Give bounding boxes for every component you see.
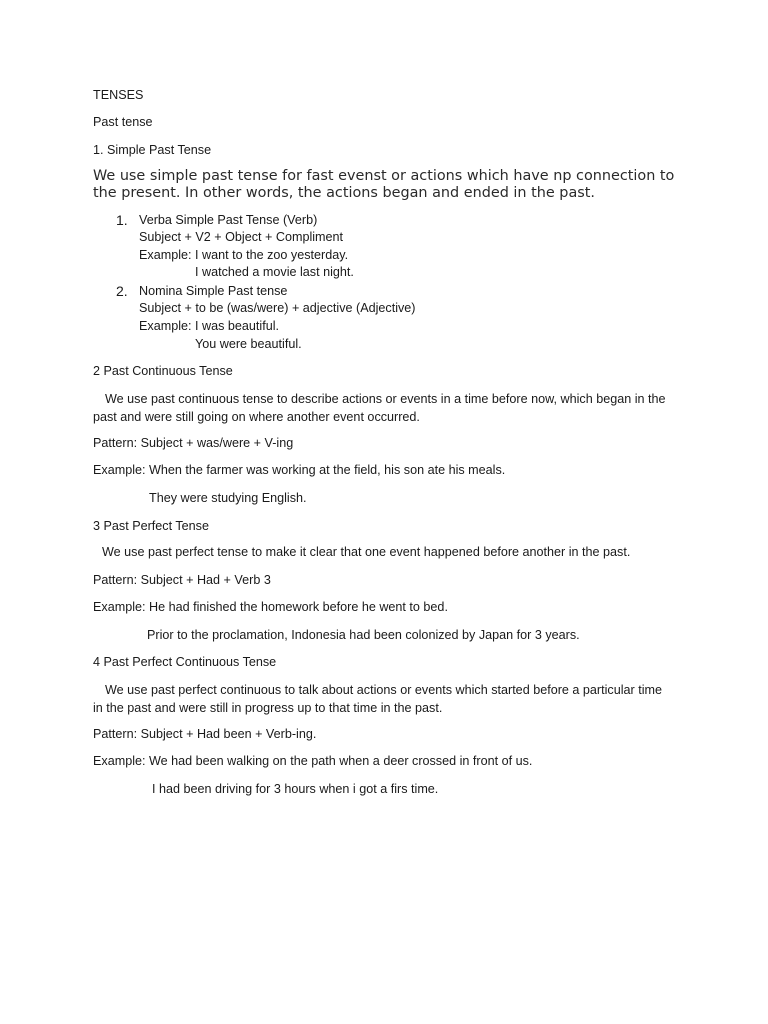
list-item-2-pattern: Subject + to be (was/were) + adjective (Adjective) xyxy=(139,301,416,315)
section-3-example-2: Prior to the proclamation, Indonesia had been colonized by Japan for 3 years. xyxy=(147,628,580,642)
list-item-2-example-1: Example: I was beautiful. xyxy=(139,319,280,333)
section-2-heading: 2 Past Continuous Tense xyxy=(93,364,233,378)
section-1-intro: We use simple past tense for fast evenst or actions which have np connection to the present. In other words, the actions began and ended in the past. xyxy=(93,168,675,201)
section-3-description: We use past perfect tense to make it clear that one event happened before another in the past. xyxy=(102,545,631,559)
section-1-heading: 1. Simple Past Tense xyxy=(93,143,212,157)
list-item-1-pattern: Subject + V2 + Object + Compliment xyxy=(139,230,344,244)
list-item-2-example-2: You were beautiful. xyxy=(195,337,302,351)
section-4-pattern: Pattern: Subject + Had been + Verb-ing. xyxy=(93,727,317,741)
section-3-example-1: Example: He had finished the homework before he went to bed. xyxy=(93,600,448,614)
list-item-2-number: 2. xyxy=(116,283,128,299)
list-item-1-title: Verba Simple Past Tense (Verb) xyxy=(139,213,318,227)
document-title: TENSES xyxy=(93,88,144,102)
section-3-pattern: Pattern: Subject + Had + Verb 3 xyxy=(93,573,271,587)
section-4-example-2: I had been driving for 3 hours when i got a firs time. xyxy=(152,782,439,796)
document-subtitle: Past tense xyxy=(93,115,153,129)
section-4-example-1: Example: We had been walking on the path when a deer crossed in front of us. xyxy=(93,754,533,768)
list-item-2-title: Nomina Simple Past tense xyxy=(139,284,288,298)
list-item-1-example-2: I watched a movie last night. xyxy=(195,265,354,279)
list-item-1-number: 1. xyxy=(116,212,128,228)
section-2-pattern: Pattern: Subject + was/were + V-ing xyxy=(93,436,294,450)
section-4-description: We use past perfect continuous to talk about actions or events which started before a particular time in the past and were still in progress up to that time in the past. xyxy=(93,683,662,715)
section-4-heading: 4 Past Perfect Continuous Tense xyxy=(93,655,277,669)
section-2-example-2: They were studying English. xyxy=(149,491,307,505)
list-item-1-example-1: Example: I want to the zoo yesterday. xyxy=(139,248,349,262)
section-2-example-1: Example: When the farmer was working at the field, his son ate his meals. xyxy=(93,463,506,477)
section-3-heading: 3 Past Perfect Tense xyxy=(93,519,209,533)
section-2-description: We use past continuous tense to describe actions or events in a time before now, which began in the past and were still going on where another event occurred. xyxy=(93,392,666,424)
